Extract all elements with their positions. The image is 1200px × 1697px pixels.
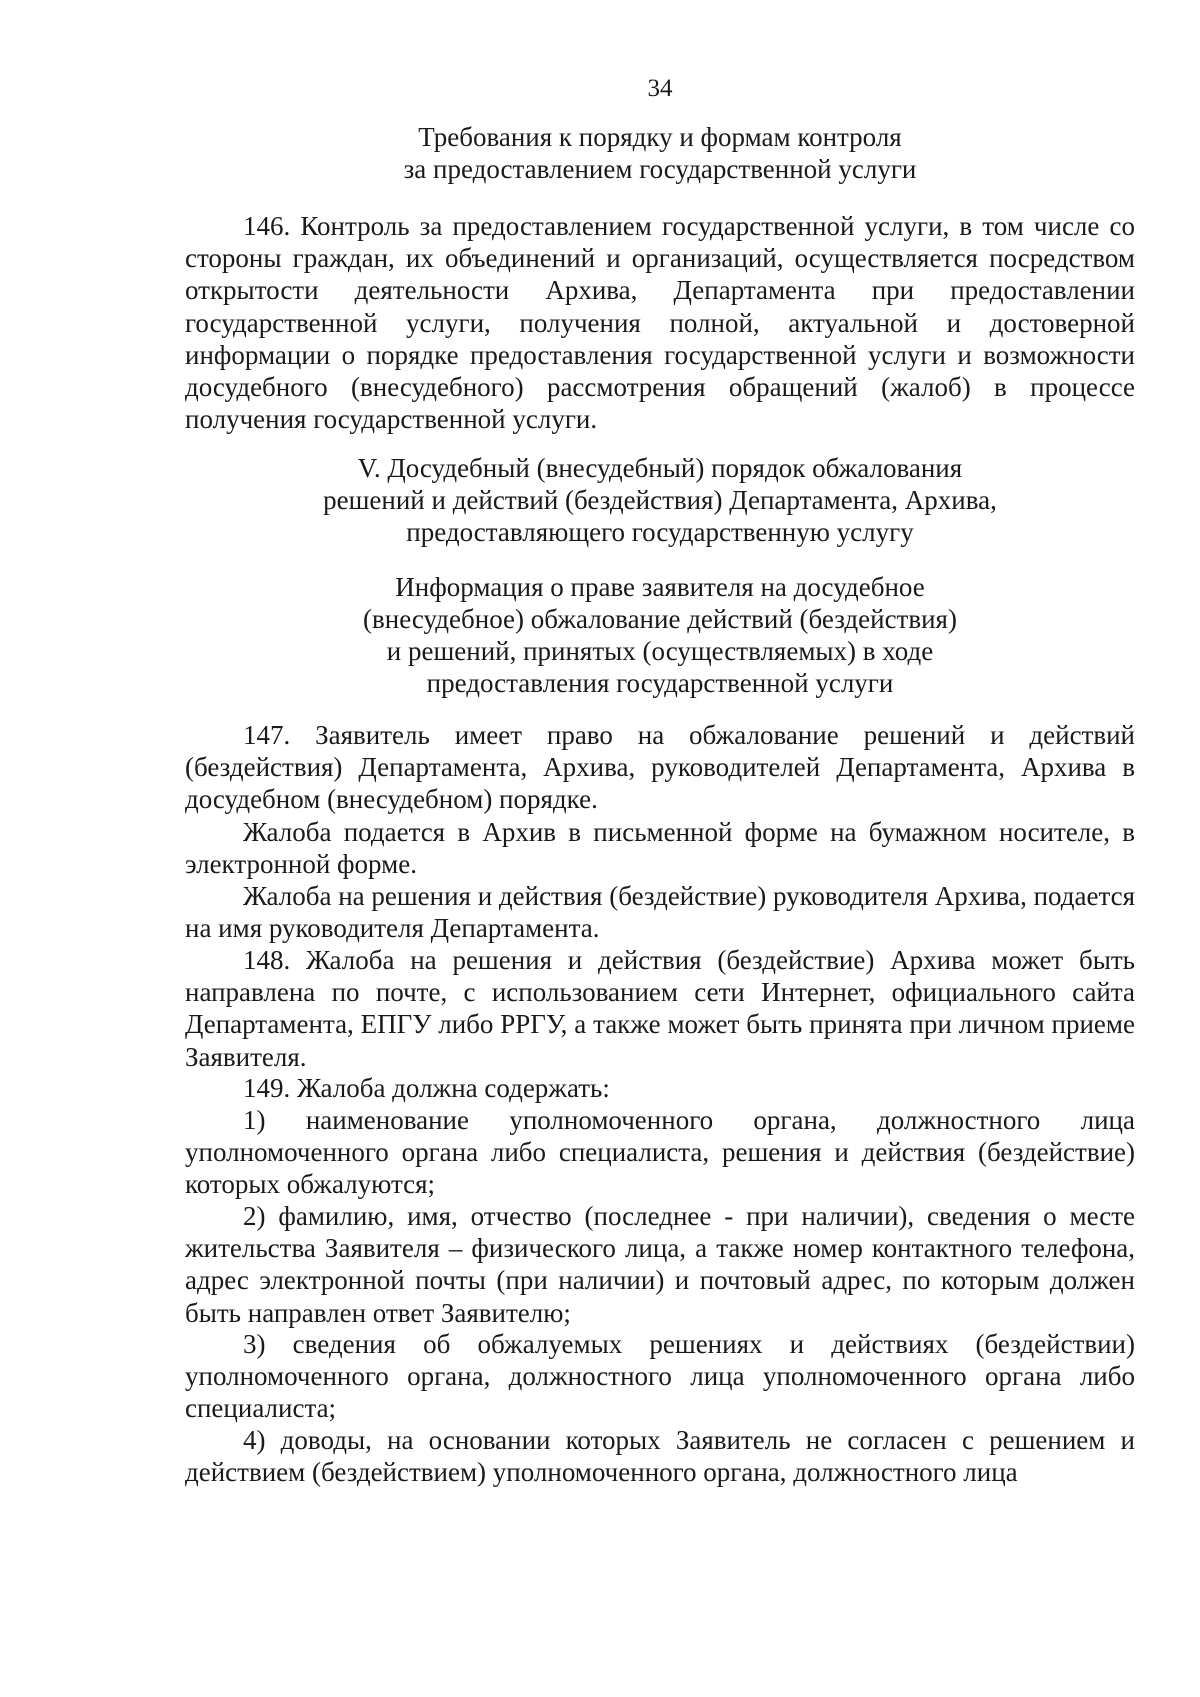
- page-number: 34: [647, 75, 673, 102]
- heading-line: (внесудебное) обжалование действий (бездействия): [363, 604, 957, 634]
- heading-line: Информация о праве заявителя на досудебное: [395, 572, 925, 602]
- heading-line: и решений, принятых (осуществляемых) в ходе: [386, 636, 934, 666]
- heading-line: решений и действий (бездействия) Департамента, Архива,: [323, 485, 997, 515]
- list-item-149-2: 2) фамилию, имя, отчество (последнее - при наличии), сведения о месте жительства Заявителя – физического лица, а также номер контактного телефона, адрес электронной почты (при наличии) и почтовый адрес, по которым должен быть направлен ответ Заявителю;: [185, 1201, 1135, 1328]
- heading-line: предоставления государственной услуги: [426, 668, 894, 698]
- section-heading-control: [185, 121, 1135, 185]
- heading-line: V. Досудебный (внесудебный) порядок обжалования: [357, 453, 963, 483]
- heading-line: предоставляющего государственную услугу: [406, 517, 914, 547]
- paragraph-147-filing: Жалоба подается в Архив в письменной форме на бумажном носителе, в электронной форме.: [185, 817, 1135, 880]
- section-heading-appeal-info: [185, 571, 1135, 699]
- paragraph-146: 146. Контроль за предоставлением государственной услуги, в том числе со стороны граждан, их объединений и организаций, осуществляется посредством открытости деятельности Архива, Департамента при предоставлении государственной услуги, получения полной, актуальной и достоверной информации о порядке предоставления государственной услуги и возможности досудебного (внесудебного) рассмотрения обращений (жалоб) в процессе получения государственной услуги.: [185, 211, 1135, 435]
- paragraph-147: 147. Заявитель имеет право на обжалование решений и действий (бездействия) Департамента, Архива, руководителей Департамента, Архива в досудебном (внесудебном) порядке.: [185, 720, 1135, 815]
- heading-line: за предоставлением государственной услуги: [403, 154, 917, 184]
- list-item-149-4: 4) доводы, на основании которых Заявитель не согласен с решением и действием (бездействием) уполномоченного органа, должностного лица: [185, 1425, 1135, 1488]
- chapter-heading-v: [185, 452, 1135, 548]
- paragraph-148: 148. Жалоба на решения и действия (бездействие) Архива может быть направлена по почте, с использованием сети Интернет, официального сайта Департамента, ЕПГУ либо РРГУ, а также может быть принята при личном приеме Заявителя.: [185, 945, 1135, 1072]
- paragraph-147-head: Жалоба на решения и действия (бездействие) руководителя Архива, подается на имя руководителя Департамента.: [185, 881, 1135, 944]
- paragraph-149: 149. Жалоба должна содержать:: [243, 1073, 610, 1103]
- list-item-149-1: 1) наименование уполномоченного органа, должностного лица уполномоченного органа либо специалиста, решения и действия (бездействие) которых обжалуются;: [185, 1105, 1135, 1200]
- list-item-149-3: 3) сведения об обжалуемых решениях и действиях (бездействии) уполномоченного органа, должностного лица уполномоченного органа либо специалиста;: [185, 1329, 1135, 1424]
- heading-line: Требования к порядку и формам контроля: [418, 122, 902, 152]
